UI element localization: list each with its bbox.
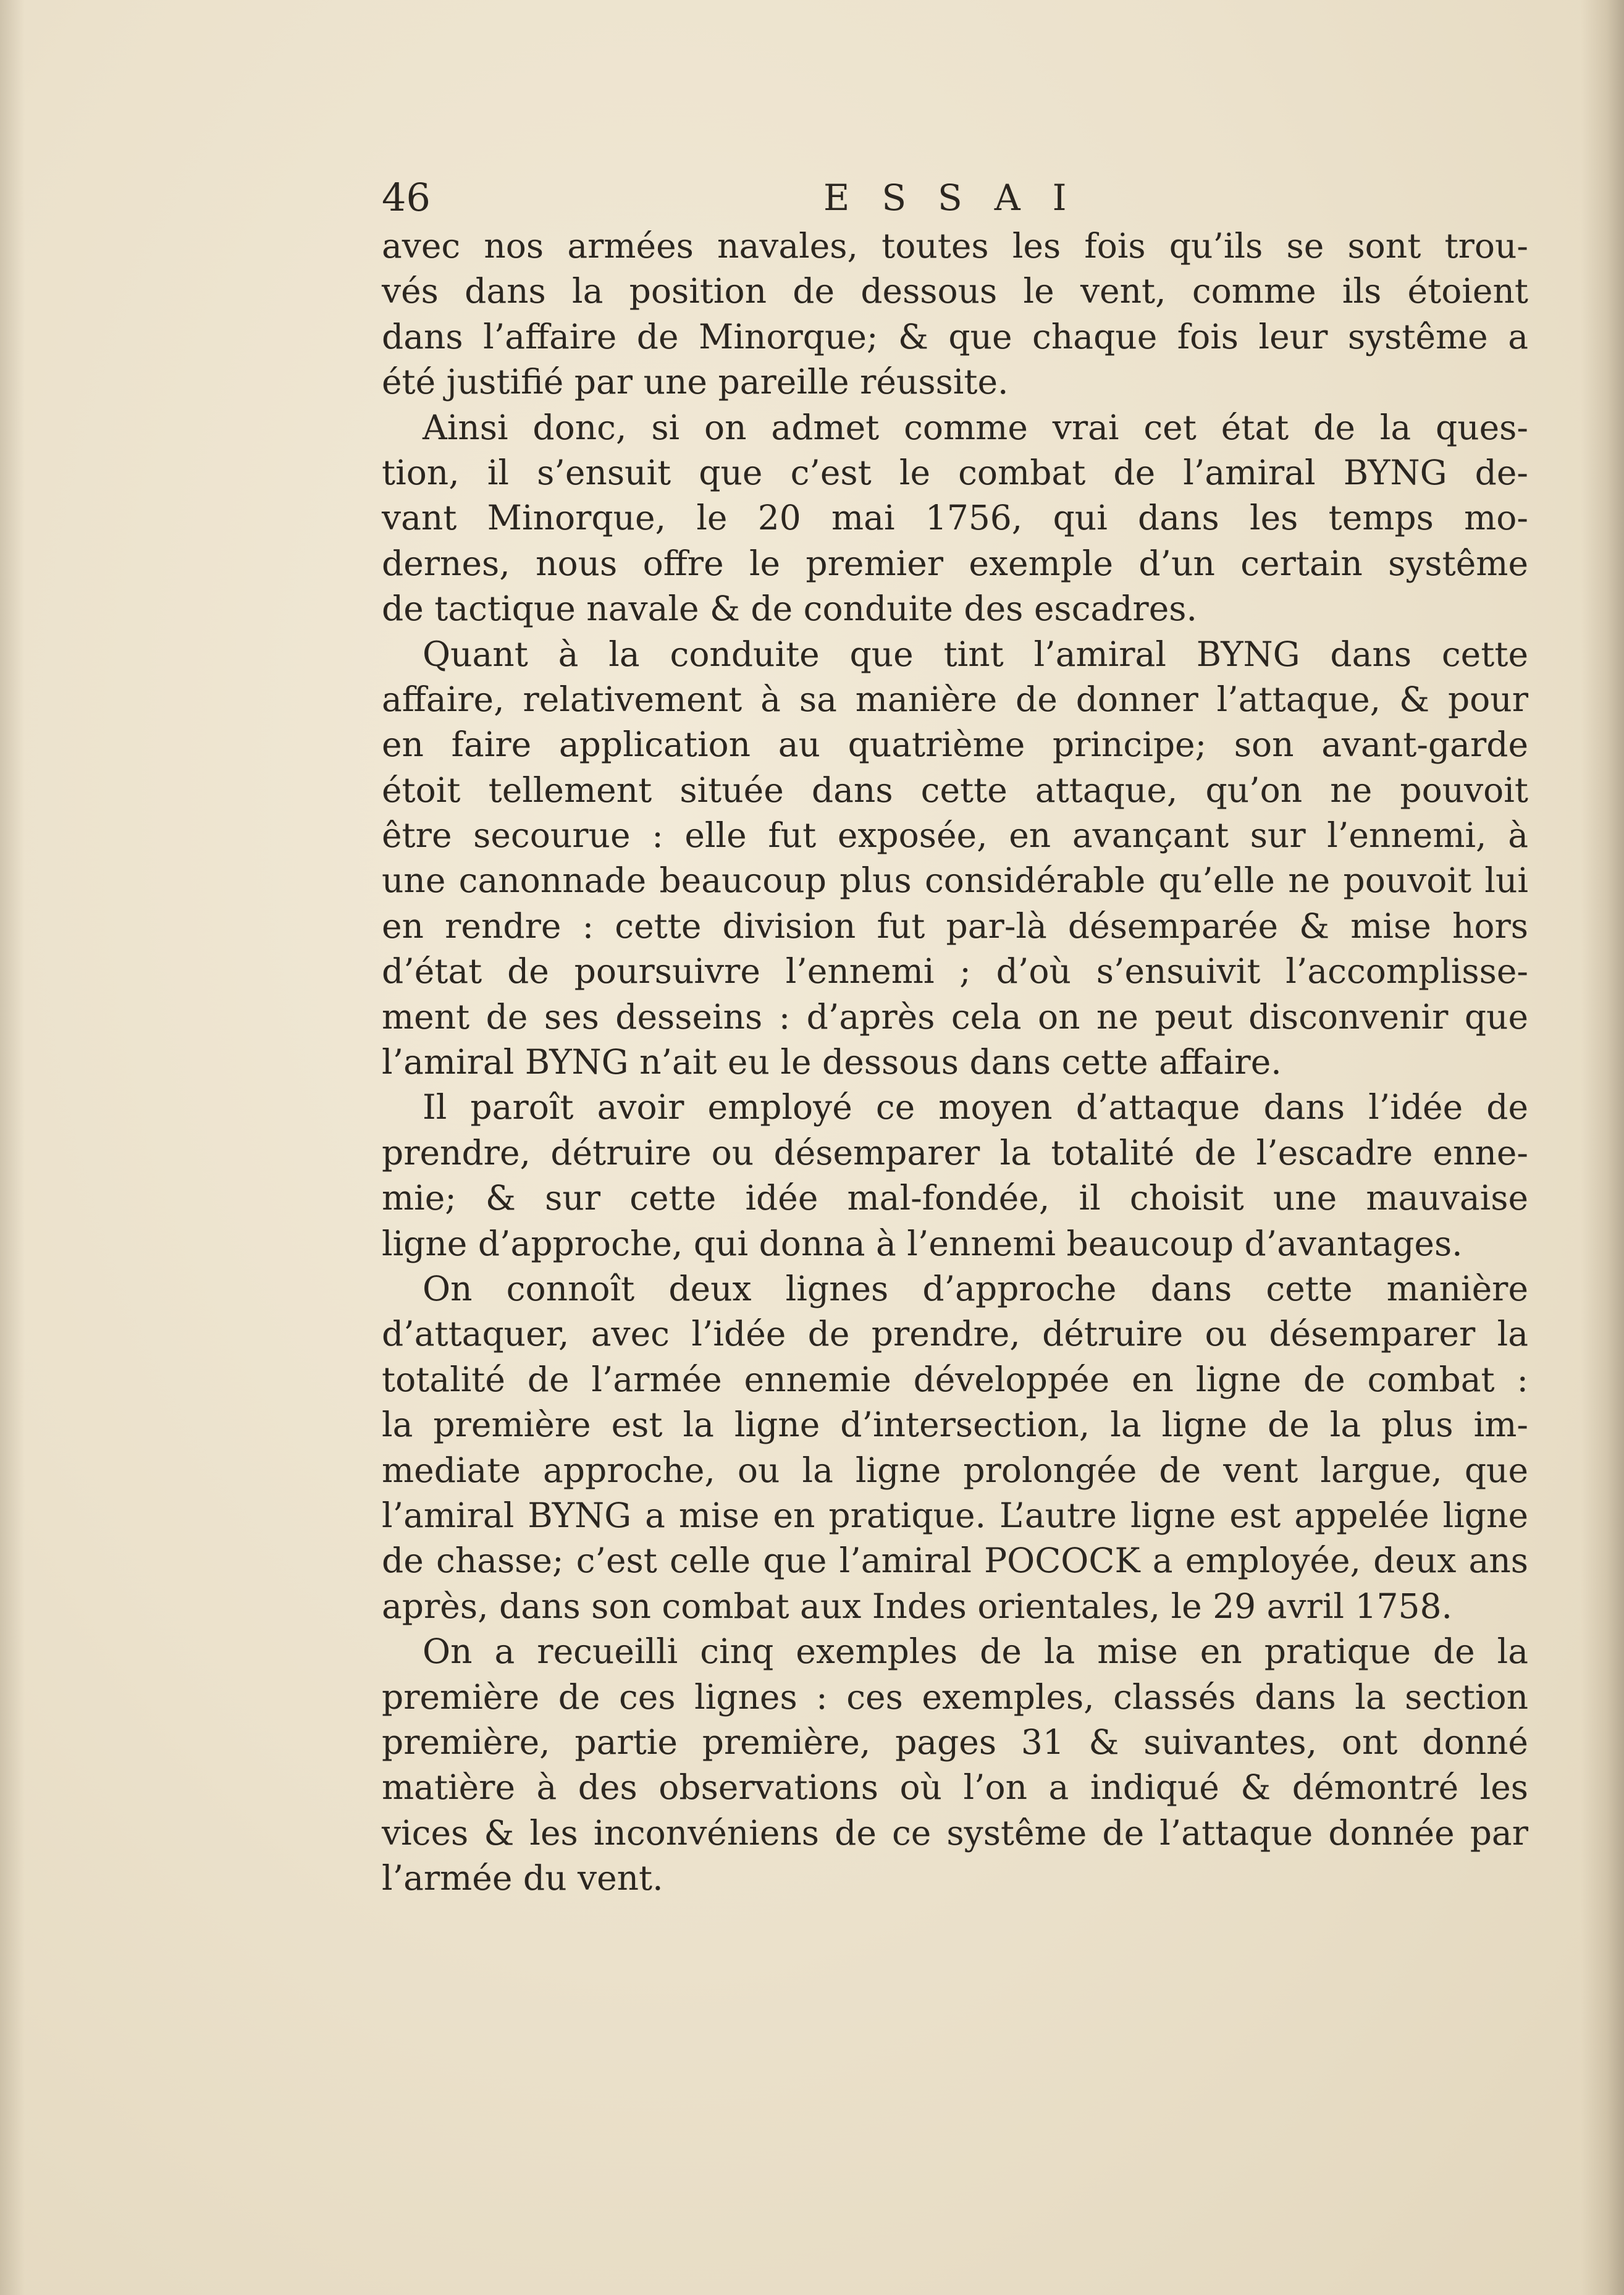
page-number: 46 [382,175,431,220]
page-edge-shadow [1581,0,1624,2295]
text-line: Il paroît avoir employé ce moyen d’attaque dans l’idée de [423,1087,1528,1127]
text-line: dans l’affaire de Minorque; & que chaque fois leur systême a [382,316,1528,356]
text-line: vés dans la position de dessous le vent, comme ils étoient [382,271,1528,311]
text-line: l’amiral BYNG n’ait eu le dessous dans cette affaire. [382,1042,1282,1082]
text-line: On connoît deux lignes d’approche dans cette manière [423,1268,1528,1308]
text-line: première, partie première, pages 31 & suivantes, ont donné [382,1722,1528,1762]
text-line: été justifié par une pareille réussite. [382,362,1009,402]
text-line: Ainsi donc, si on admet comme vrai cet état de la ques- [423,407,1528,447]
text-line: ment de ses desseins : d’après cela on ne peut disconvenir que [382,996,1528,1037]
text-line: d’attaquer, avec l’idée de prendre, détruire ou désemparer la [382,1314,1528,1354]
text-line: ligne d’approche, qui donna à l’ennemi beaucoup d’avantages. [382,1223,1463,1263]
text-line: mediate approche, ou la ligne prolongée de vent largue, que [382,1450,1528,1490]
text-line: prendre, détruire ou désemparer la totalité de l’escadre enne- [382,1132,1528,1173]
text-line: Quant à la conduite que tint l’amiral BYNG dans cette [423,634,1528,674]
text-line: vices & les inconvéniens de ce systême de l’attaque donnée par [382,1813,1528,1853]
page-header [382,173,1165,222]
text-line: avec nos armées navales, toutes les fois qu’ils se sont trou- [382,226,1528,266]
text-line: dernes, nous offre le premier exemple d’un certain systême [382,543,1528,583]
text-line: tion, il s’ensuit que c’est le combat de l’amiral BYNG de- [382,452,1528,492]
text-line: totalité de l’armée ennemie développée en ligne de combat : [382,1359,1528,1399]
text-line: l’armée du vent. [382,1858,663,1898]
text-line: en rendre : cette division fut par-là désemparée & mise hors [382,906,1528,946]
text-line: après, dans son combat aux Indes orientales, le 29 avril 1758. [382,1586,1452,1626]
running-title: ESSAI [823,177,1099,219]
page-gutter-shadow [0,0,25,2295]
text-line: l’amiral BYNG a mise en pratique. L’autre ligne est appelée ligne [382,1495,1528,1535]
text-line: la première est la ligne d’intersection, la ligne de la plus im- [382,1405,1528,1445]
body-text [382,224,1528,1901]
text-line: matière à des observations où l’on a indiqué & démontré les [382,1767,1528,1808]
text-line: en faire application au quatrième principe; son avant-garde [382,725,1528,765]
text-line: On a recueilli cinq exemples de la mise en pratique de la [423,1632,1528,1672]
text-line: être secourue : elle fut exposée, en avançant sur l’ennemi, à [382,815,1528,856]
text-line: de chasse; c’est celle que l’amiral POCOCK a employée, deux ans [382,1541,1528,1581]
text-line: vant Minorque, le 20 mai 1756, qui dans les temps mo- [382,498,1528,538]
text-line: de tactique navale & de conduite des escadres. [382,589,1197,629]
text-line: première de ces lignes : ces exemples, classés dans la section [382,1677,1528,1717]
text-line: mie; & sur cette idée mal-fondée, il choisit une mauvaise [382,1178,1528,1218]
text-line: affaire, relativement à sa manière de donner l’attaque, & pour [382,679,1528,719]
text-line: étoit tellement située dans cette attaque, qu’on ne pouvoit [382,770,1528,810]
text-line: une canonnade beaucoup plus considérable qu’elle ne pouvoit lui [382,861,1528,901]
text-line: d’état de poursuivre l’ennemi ; d’où s’ensuivit l’accomplisse- [382,951,1528,992]
